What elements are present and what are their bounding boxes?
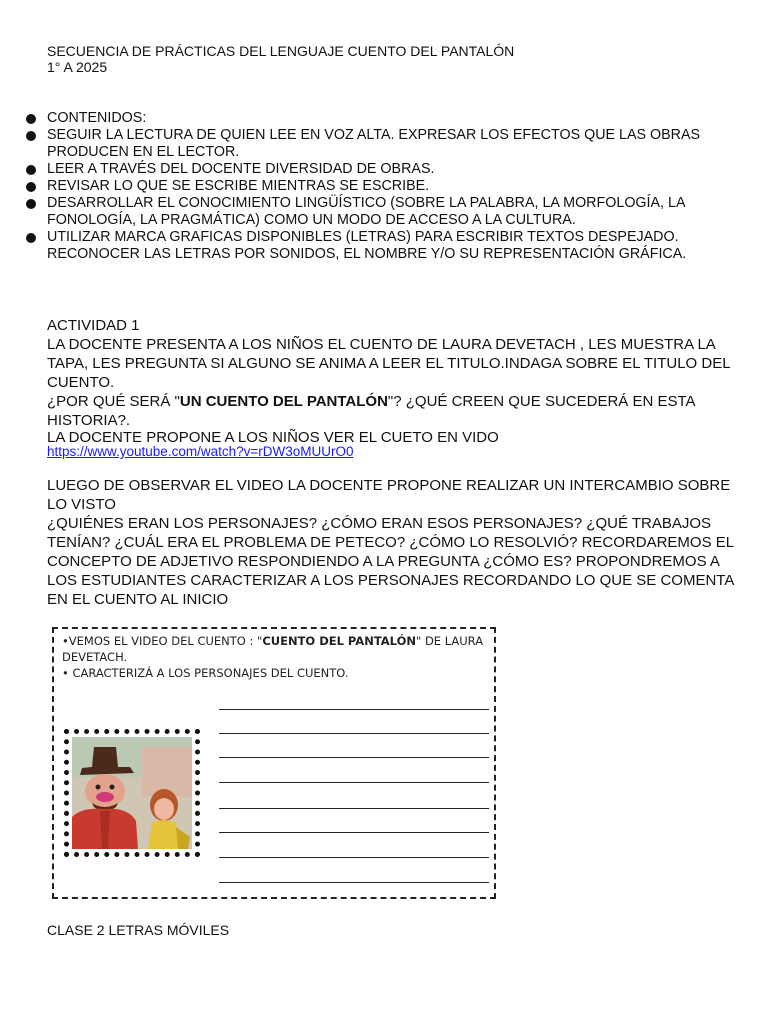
answer-line[interactable] [219,832,489,833]
bullet-icon [26,131,36,141]
video-link[interactable]: https://www.youtube.com/watch?v=rDW3oMUUrO0 [47,444,354,459]
page-subtitle: 1° A 2025 [47,59,108,75]
video-line: LA DOCENTE PROPONE A LOS NIÑOS VER EL CUETO EN VIDO [47,429,499,446]
story-illustration-frame [64,729,200,857]
answer-line[interactable] [219,882,489,883]
after-paragraph-1: LUEGO DE OBSERVAR EL VIDEO LA DOCENTE PROPONE REALIZAR UN INTERCAMBIO SOBRE LO VISTO [47,477,731,513]
answer-line[interactable] [219,857,489,858]
actividad-1-section [47,316,737,459]
story-illustration-icon [72,737,192,849]
page-title: SECUENCIA DE PRÁCTICAS DEL LENGUAJE CUENTO DEL PANTALÓN [47,43,515,59]
bullet-icon [26,182,36,192]
document-header [47,43,747,75]
after-video-section [47,476,747,609]
clase-2-heading: CLASE 2 LETRAS MÓVILES [47,922,230,938]
list-item: CONTENIDOS: [26,110,726,127]
worksheet-line-1: •VEMOS EL VIDEO DEL CUENTO : "CUENTO DEL PANTALÓN" DE LAURA DEVETACH. [62,634,484,664]
list-item: DESARROLLAR EL CONOCIMIENTO LINGÜÍSTICO (SOBRE LA PALABRA, LA MORFOLOGÍA, LA FONOLOGÍA, LA PRAGMÁTICA) COMO UN MODO DE ACCESO A LA CULTURA. [26,195,726,229]
list-item: UTILIZAR MARCA GRAFICAS DISPONIBLES (LETRAS) PARA ESCRIBIR TEXTOS DESPEJADO. RECONOCER LAS LETRAS POR SONIDOS, EL NOMBRE Y/O SU REPRESENTACIÓN GRÁFICA. [26,229,726,263]
answer-line[interactable] [219,757,489,758]
answer-line[interactable] [219,808,489,809]
bullet-icon [26,165,36,175]
worksheet-box [52,627,496,899]
bullet-icon [26,233,36,243]
answer-line[interactable] [219,709,489,710]
story-title-bold: UN CUENTO DEL PANTALÓN [179,393,388,410]
list-item: REVISAR LO QUE SE ESCRIBE MIENTRAS SE ESCRIBE. [26,178,726,195]
bullet-icon [26,199,36,209]
bullet-icon [26,114,36,124]
worksheet-instructions [62,633,487,681]
list-item: LEER A TRAVÉS DEL DOCENTE DIVERSIDAD DE OBRAS. [26,161,726,178]
answer-line[interactable] [219,782,489,783]
contenidos-list [26,110,726,263]
worksheet-line-2: • CARACTERIZÁ A LOS PERSONAJES DEL CUENTO. [62,666,349,680]
actividad-heading: ACTIVIDAD 1 [47,317,140,334]
list-item: SEGUIR LA LECTURA DE QUIEN LEE EN VOZ ALTA. EXPRESAR LOS EFECTOS QUE LAS OBRAS PRODUCEN EN EL LECTOR. [26,127,726,161]
actividad-question: ¿POR QUÉ SERÁ "UN CUENTO DEL PANTALÓN"? ¿QUÉ CREEN QUE SUCEDERÁ EN ESTA HISTORIA?. [47,393,695,429]
after-paragraph-2: ¿QUIÉNES ERAN LOS PERSONAJES? ¿CÓMO ERAN ESOS PERSONAJES? ¿QUÉ TRABAJOS TENÍAN? ¿CUÁL ERA EL PROBLEMA DE PETECO? ¿CÓMO LO RESOLVIÓ? RECORDAREMOS EL CONCEPTO DE ADJETIVO RESPONDIENDO A LA PREGUNTA ¿CÓMO ES? PROPONDREMOS A LOS ESTUDIANTES CARACTERIZAR A LOS PERSONAJES RECORDANDO LO QUE SE COMENTA EN EL CUENTO AL INICIO [47,515,734,608]
actividad-paragraph: LA DOCENTE PRESENTA A LOS NIÑOS EL CUENTO DE LAURA DEVETACH , LES MUESTRA LA TAPA, LES PREGUNTA SI ALGUNO SE ANIMA A LEER EL TITULO.INDAGA SOBRE EL TITULO DEL CUENTO. [47,336,730,391]
answer-line[interactable] [219,733,489,734]
